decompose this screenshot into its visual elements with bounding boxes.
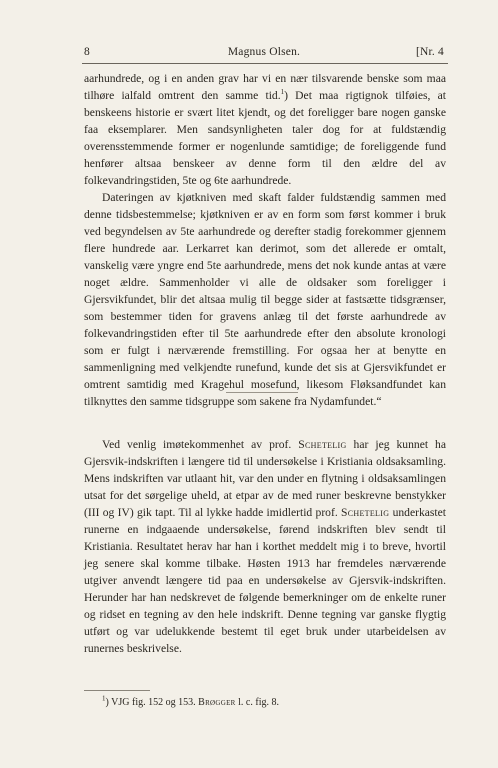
- person-name: Brøgger: [198, 697, 236, 708]
- running-author: Magnus Olsen.: [227, 46, 301, 58]
- paragraph: Dateringen av kjøtkniven med skaft falder fuldstændig sammen med denne tidsbestemmelse; kjøtkniven er av en form som først kommer i bruk ved begyndelsen av 5te aarhundrede og derefter stadig forekommer gjennem flere hundrede aar. Lerkarret kan derimot, som det allerede er omtalt, vanskelig være yngre end 5te aarhundrede, mens det nok kunde antas at være noget ældre. Sammenholder vi alle de oldsaker som foreligger i Gjersvikfundet, blir det altsaa mulig til begge sider at fastsætte tidsgrænser, som bestemmer tiden for gravens anlæg til det første aarhundrede av folkevandringstiden efter til 5te aarhundrede efter den absolute kronologi som er fulgt i nærværende fremstilling. For ogsaa her at benytte en sammenligning med velkjendte runefund, kunde det sis at Gjersvikfundet er omtrent samtidig med Kragehul mosefund, likesom Fløksandfundet kan tilknyttes den samme tidsgruppe som sakene fra Nydamfundet.“: [84, 191, 446, 408]
- paragraph: [84, 436, 446, 657]
- page-number: 8: [84, 46, 90, 58]
- section-separator: [226, 392, 298, 393]
- footnote-mark: 1: [102, 694, 106, 703]
- paragraph-text: Ved venlig imøtekommenhet av prof.: [102, 438, 299, 451]
- footnote-text: ) VJG fig. 152 og 153.: [105, 697, 199, 708]
- footnote-mark: 1: [280, 88, 285, 97]
- paragraph-text: aarhundrede, og i en anden grav har vi en nær tilsvarende benske som maa tilhøre ialfald omtrent den samme tid.: [84, 72, 446, 102]
- section-main: [84, 436, 446, 657]
- footnote: [102, 696, 442, 709]
- person-name: Schetelig: [341, 506, 390, 519]
- header-rule: [82, 63, 448, 64]
- issue-number: [Nr. 4: [415, 46, 444, 58]
- footnote-rule: [84, 690, 150, 691]
- paragraph: [84, 70, 446, 189]
- person-name: Schetelig: [298, 438, 347, 451]
- section-quote: [84, 70, 446, 410]
- running-header: [84, 46, 444, 60]
- paragraph-text: har jeg kunnet ha Gjersvik-indskriften i længere tid til undersøkelse i Kristiania oldsaksamling. Mens indskriften var utlaant hit, var den under en flytning i oldsaksamlingen utsat for det sørgelige uheld, at etpar av de med runer beskrevne benstykker (III og IV) gik tapt. Til al lykke hadde imidlertid prof.: [84, 438, 447, 519]
- paragraph-text: ) Det maa rigtignok tilføies, at benskeens historie er svært litet kjendt, og det foreligger bare nogen ganske faa eksemplarer. Men sandsynligheten taler dog for at fuldstændig overensstemmende former er nogenlunde samtidige; de foreliggende fund henfører altsaa benskeer av denne form til den ældre del av folkevandringstiden, 5te og 6te aarhundrede.: [84, 89, 446, 187]
- paragraph-text: underkastet runerne en indgaaende undersøkelse, førend indskriften blev sendt til Kristiania. Resultatet herav har han i korthet meddelt mig i to breve, hvortil jeg senere skal komme tilbake. Høsten 1913 har fremdeles nærværende utgiver anvendt længere tid paa en undersøkelse av Gjersvik-indskriften. Herunder har han nedskrevet de følgende bemerkninger om de enkelte runer og ridset en tegning av den hele indskrift. Denne tegning var ganske flygtig utført og var udelukkende bestemt til eget bruk under utarbeidelsen av runernes beskrivelse.: [84, 506, 447, 655]
- footnote-text: l. c. fig. 8.: [235, 697, 279, 708]
